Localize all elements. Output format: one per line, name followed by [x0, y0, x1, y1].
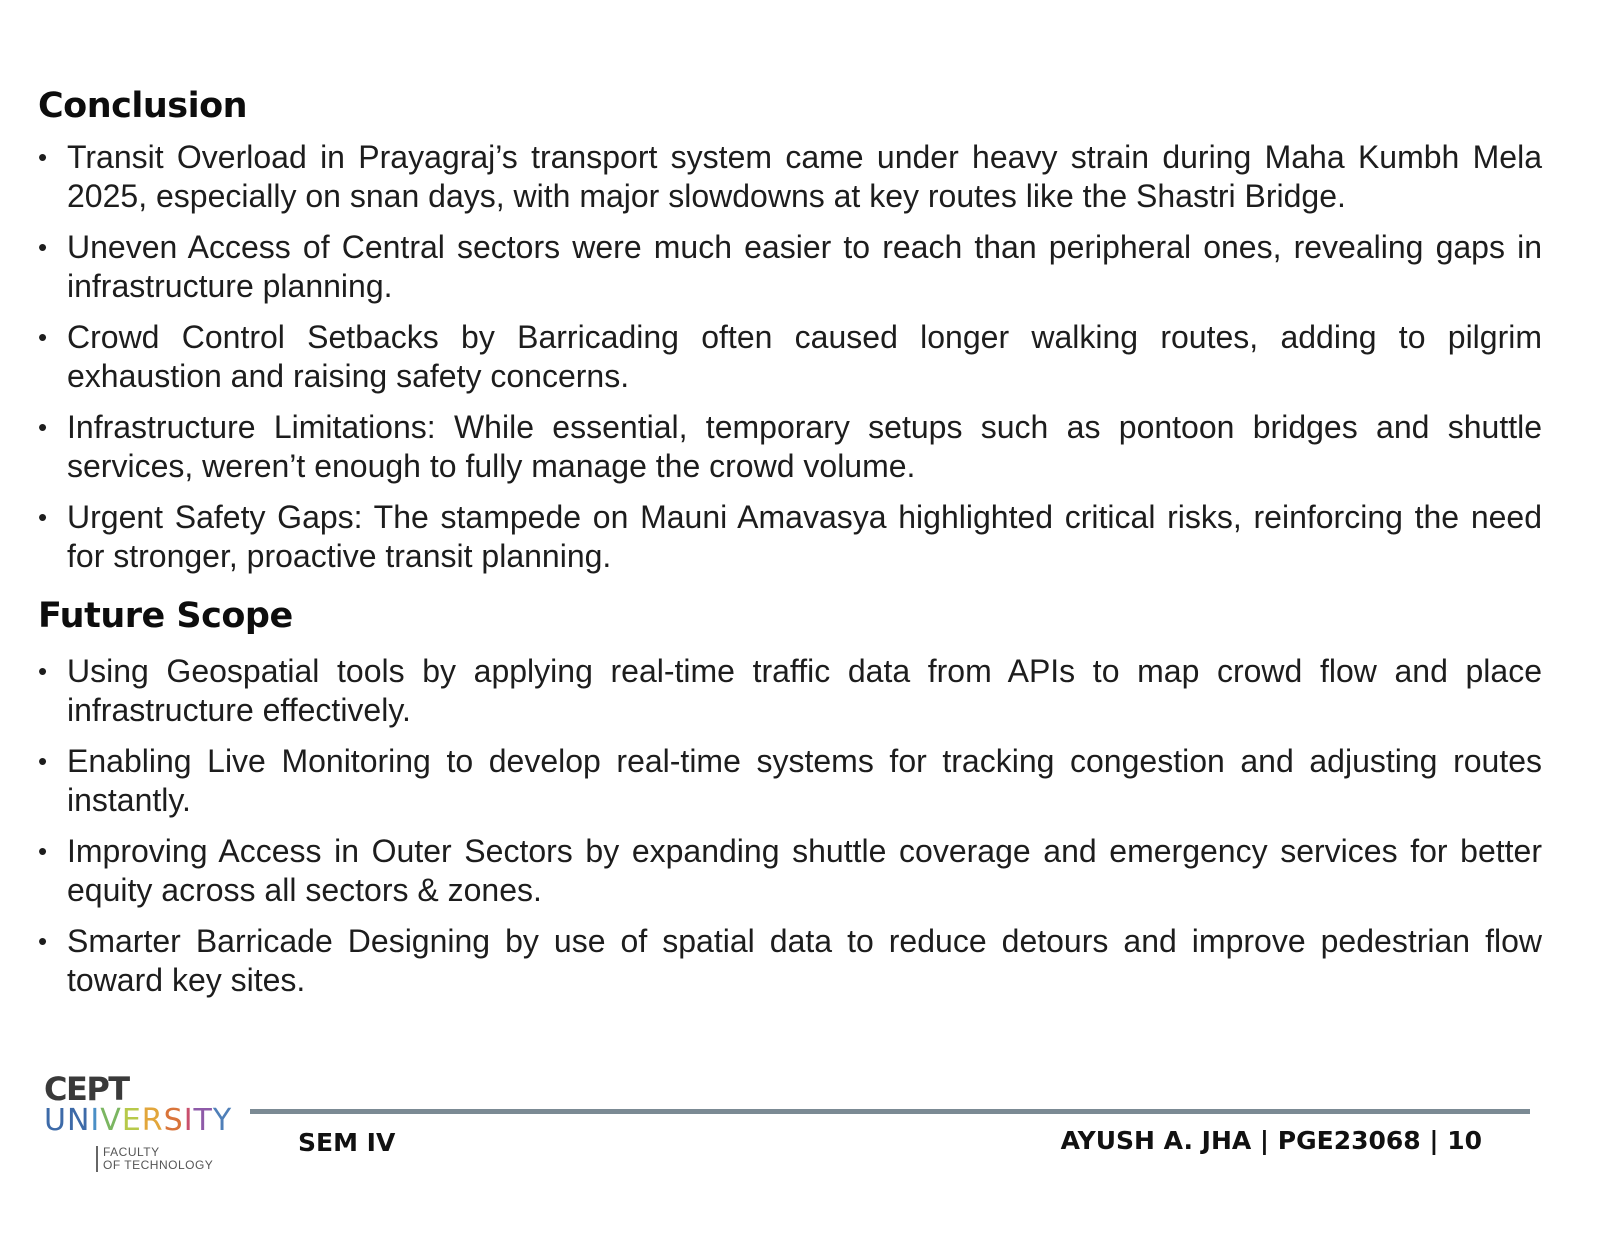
logo-letter: N	[66, 1103, 91, 1138]
page-content	[38, 72, 1542, 1012]
list-item: • Transit Overload in Prayagraj’s transport system came under heavy strain during Maha Kumbh Mela 2025, especially on snan days, with major slowdowns at key routes like the Shastri Bridge.	[38, 138, 1542, 216]
logo-faculty-text	[96, 1146, 234, 1172]
logo-letter: I	[183, 1103, 194, 1138]
logo-letter: Y	[212, 1103, 233, 1138]
logo-faculty-line-2: OF TECHNOLOGY	[103, 1158, 214, 1172]
list-item: • Urgent Safety Gaps: The stampede on Mauni Amavasya highlighted critical risks, reinforcing the need for stronger, proactive transit planning.	[38, 498, 1542, 576]
conclusion-list	[38, 138, 1542, 576]
list-item: • Smarter Barricade Designing by use of spatial data to reduce detours and improve pedestrian flow toward key sites.	[38, 922, 1542, 1000]
logo-letter: I	[90, 1103, 101, 1138]
logo-letter: V	[100, 1103, 122, 1138]
list-item: • Improving Access in Outer Sectors by expanding shuttle coverage and emergency services for better equity across all sectors & zones.	[38, 832, 1542, 910]
semester-label: SEM IV	[298, 1128, 396, 1157]
author-page-info: AYUSH A. JHA | PGE23068 | 10	[1060, 1126, 1482, 1155]
list-item: • Enabling Live Monitoring to develop real-time systems for tracking congestion and adjusting routes instantly.	[38, 742, 1542, 820]
logo-letter: U	[44, 1103, 67, 1138]
list-item: • Crowd Control Setbacks by Barricading often caused longer walking routes, adding to pilgrim exhaustion and raising safety concerns.	[38, 318, 1542, 396]
logo-letter: S	[163, 1103, 184, 1138]
future-scope-list	[38, 652, 1542, 1000]
conclusion-heading: Conclusion	[38, 86, 248, 126]
list-item: • Infrastructure Limitations: While essential, temporary setups such as pontoon bridges and shuttle services, weren’t enough to fully manage the crowd volume.	[38, 408, 1542, 486]
footer-divider	[250, 1109, 1530, 1114]
logo-letter: E	[121, 1103, 142, 1138]
list-item: • Uneven Access of Central sectors were much easier to reach than peripheral ones, revealing gaps in infrastructure planning.	[38, 228, 1542, 306]
list-item: • Using Geospatial tools by applying real-time traffic data from APIs to map crowd flow and place infrastructure effectively.	[38, 652, 1542, 730]
logo-letter: T	[193, 1103, 213, 1138]
logo-university-text	[44, 1104, 234, 1138]
logo-faculty-line-1: FACULTY	[103, 1145, 160, 1159]
logo-letter: R	[141, 1103, 164, 1138]
cept-university-logo	[44, 1070, 234, 1174]
logo-cept-text: CEPT	[44, 1070, 129, 1108]
future-scope-heading: Future Scope	[38, 596, 293, 636]
